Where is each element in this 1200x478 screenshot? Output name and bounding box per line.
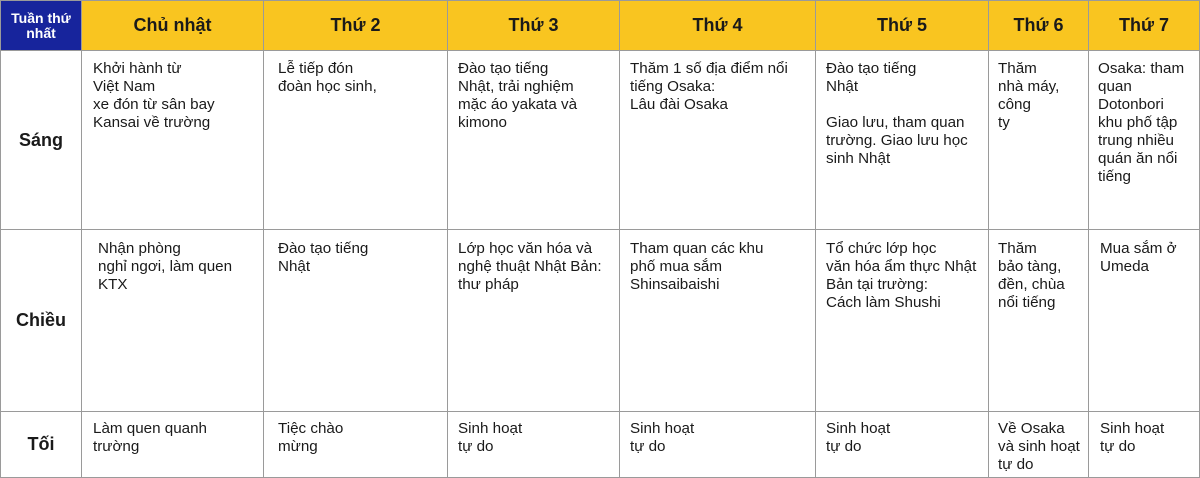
row-label-morning: Sáng: [1, 51, 82, 230]
row-label-afternoon: Chiều: [1, 230, 82, 412]
cell-afternoon-saturday: Mua sắm ở Umeda: [1089, 230, 1200, 412]
cell-evening-thursday: Sinh hoạt tự do: [816, 412, 989, 478]
cell-afternoon-tuesday: Lớp học văn hóa và nghệ thuật Nhật Bản: thư pháp: [448, 230, 620, 412]
row-evening: [1, 412, 1200, 478]
cell-afternoon-sunday: Nhận phòng nghỉ ngơi, làm quen KTX: [82, 230, 264, 412]
day-header-sunday: Chủ nhật: [82, 1, 264, 51]
cell-afternoon-wednesday: Tham quan các khu phố mua sắm Shinsaibaishi: [620, 230, 816, 412]
cell-evening-monday: Tiệc chào mừng: [264, 412, 448, 478]
day-header-thursday: Thứ 5: [816, 1, 989, 51]
day-header-saturday: Thứ 7: [1089, 1, 1200, 51]
cell-morning-sunday: Khởi hành từ Việt Nam xe đón từ sân bay Kansai về trường: [82, 51, 264, 230]
cell-evening-wednesday: Sinh hoạt tự do: [620, 412, 816, 478]
day-header-monday: Thứ 2: [264, 1, 448, 51]
cell-afternoon-monday: Đào tạo tiếng Nhật: [264, 230, 448, 412]
row-morning: [1, 51, 1200, 230]
cell-evening-saturday: Sinh hoạt tự do: [1089, 412, 1200, 478]
cell-morning-friday: Thăm nhà máy, công ty: [989, 51, 1089, 230]
cell-morning-wednesday: Thăm 1 số địa điểm nổi tiếng Osaka: Lâu đài Osaka: [620, 51, 816, 230]
cell-evening-friday: Về Osaka và sinh hoạt tự do: [989, 412, 1089, 478]
week-corner-label: Tuần thứ nhất: [1, 1, 82, 51]
header-row: [1, 1, 1200, 51]
row-afternoon: [1, 230, 1200, 412]
cell-morning-monday: Lễ tiếp đón đoàn học sinh,: [264, 51, 448, 230]
day-header-friday: Thứ 6: [989, 1, 1089, 51]
day-header-wednesday: Thứ 4: [620, 1, 816, 51]
cell-morning-thursday: Đào tạo tiếng Nhật Giao lưu, tham quan trường. Giao lưu học sinh Nhật: [816, 51, 989, 230]
cell-afternoon-thursday: Tổ chức lớp học văn hóa ẩm thực Nhật Bản tại trường: Cách làm Shushi: [816, 230, 989, 412]
day-header-tuesday: Thứ 3: [448, 1, 620, 51]
cell-afternoon-friday: Thăm bảo tàng, đền, chùa nổi tiếng: [989, 230, 1089, 412]
cell-morning-saturday: Osaka: tham quan Dotonbori khu phố tập trung nhiều quán ăn nổi tiếng: [1089, 51, 1200, 230]
cell-evening-sunday: Làm quen quanh trường: [82, 412, 264, 478]
cell-evening-tuesday: Sinh hoạt tự do: [448, 412, 620, 478]
cell-morning-tuesday: Đào tạo tiếng Nhật, trải nghiệm mặc áo yakata và kimono: [448, 51, 620, 230]
row-label-evening: Tối: [1, 412, 82, 478]
